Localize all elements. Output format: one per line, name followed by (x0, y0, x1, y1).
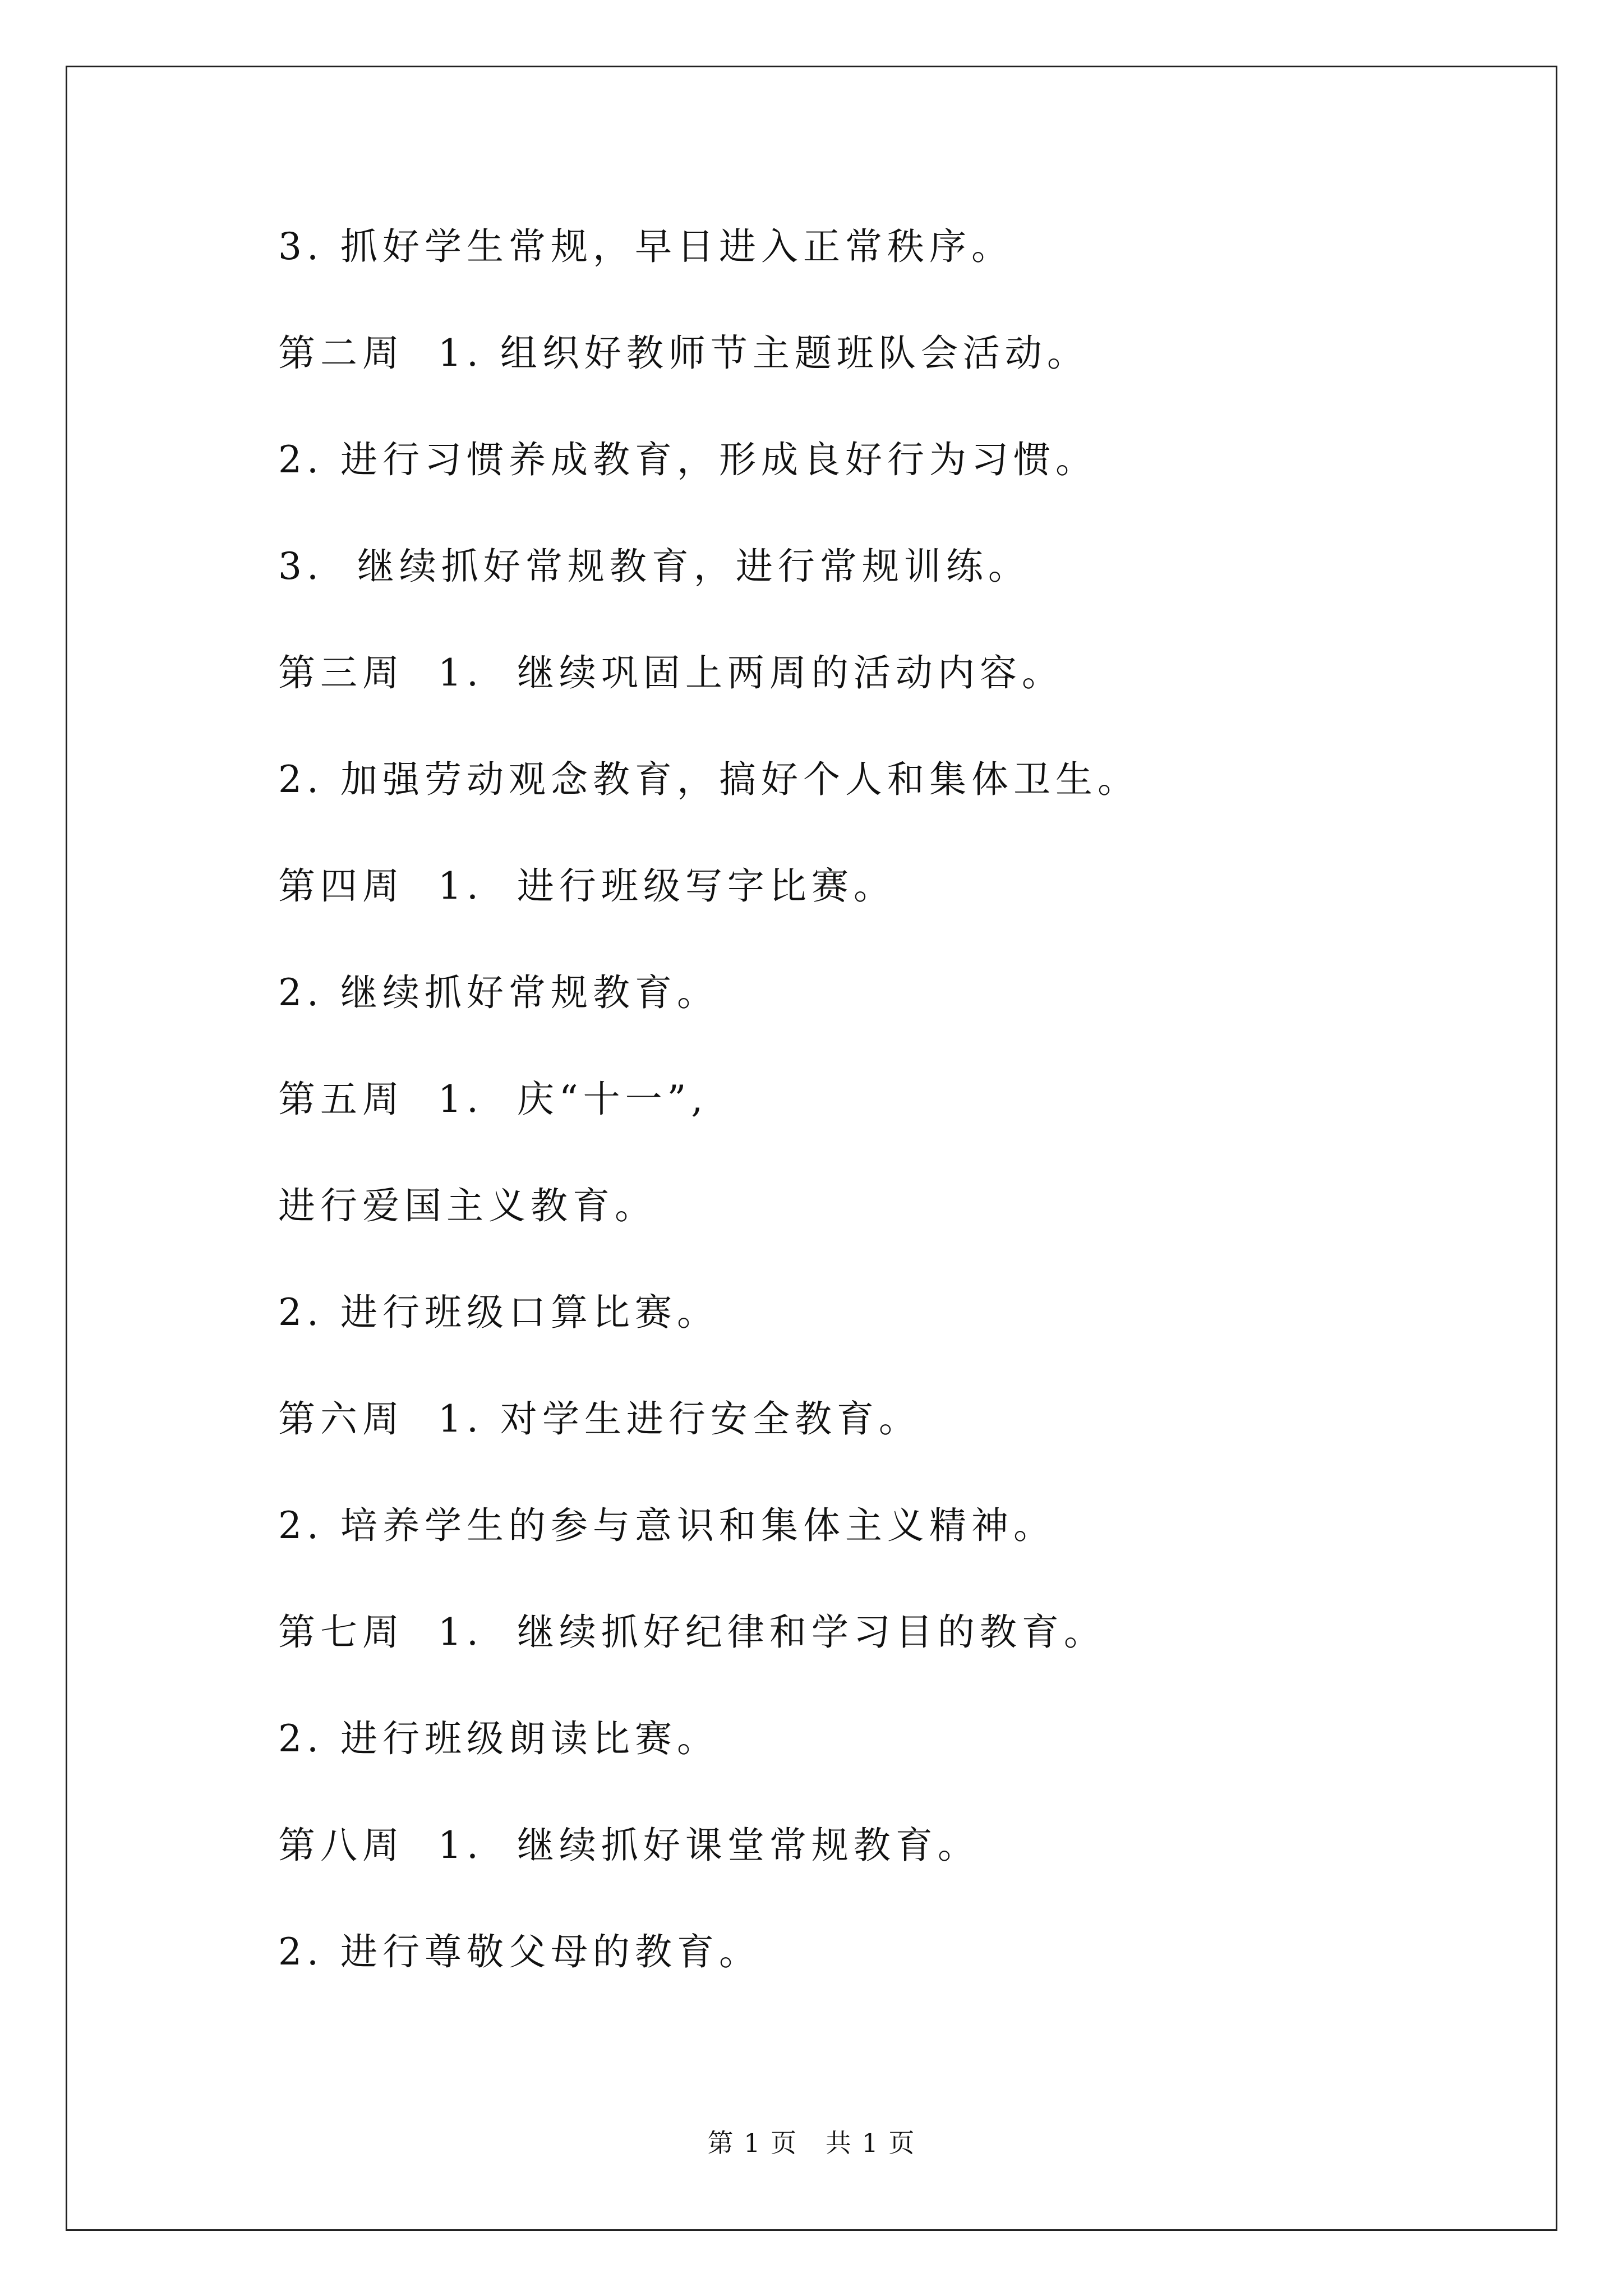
text-line: 第三周 1. 继续巩固上两周的活动内容。 (278, 651, 1064, 694)
text-line: 第六周 1. 对学生进行安全教育。 (278, 1397, 921, 1441)
page-footer: 第 1 页 共 1 页 (707, 2128, 916, 2158)
text-line: 2. 进行尊敬父母的教育。 (278, 1930, 761, 1973)
text-line: 2. 继续抓好常规教育。 (278, 971, 719, 1014)
text-line: 3. 抓好学生常规，早日进入正常秩序。 (278, 225, 1013, 268)
text-line: 进行爱国主义教育。 (278, 1184, 657, 1227)
text-line: 2. 进行班级口算比赛。 (278, 1291, 719, 1334)
text-line: 第四周 1. 进行班级写字比赛。 (278, 864, 896, 908)
document-body (278, 224, 1512, 2036)
text-line: 2. 培养学生的参与意识和集体主义精神。 (278, 1504, 1055, 1547)
text-line: 第五周 1. 庆“十一”, (278, 1078, 708, 1121)
text-line: 2. 进行班级朗读比赛。 (278, 1717, 719, 1760)
text-line: 2. 加强劳动观念教育，搞好个人和集体卫生。 (278, 758, 1140, 801)
text-line: 第八周 1. 继续抓好课堂常规教育。 (278, 1824, 980, 1867)
text-line: 2. 进行习惯养成教育，形成良好行为习惯。 (278, 438, 1098, 481)
text-line: 3. 继续抓好常规教育，进行常规训练。 (278, 545, 1030, 588)
text-line: 第七周 1. 继续抓好纪律和学习目的教育。 (278, 1611, 1106, 1654)
text-line: 第二周 1. 组织好教师节主题班队会活动。 (278, 332, 1089, 375)
